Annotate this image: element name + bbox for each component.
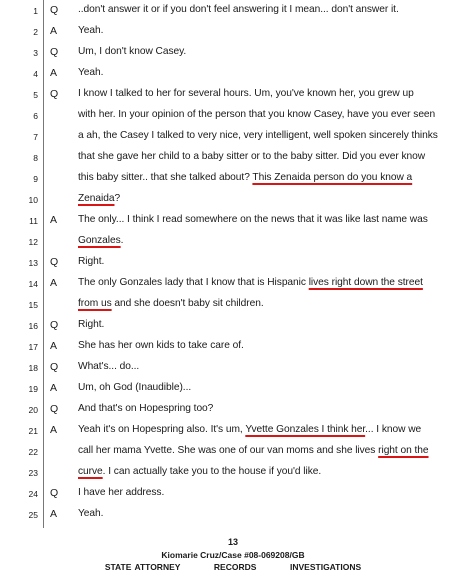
line-number: 22 [28, 447, 38, 457]
line-number: 17 [28, 342, 38, 352]
transcript-line [0, 128, 466, 149]
transcript-line [0, 380, 466, 401]
text-segment: She has her own kids to take care of. [78, 340, 244, 351]
line-number: 11 [29, 216, 38, 226]
text-segment: Yeah it's on Hopespring also. It's um, [78, 424, 246, 435]
line-text [78, 361, 462, 372]
text-segment: with her. In your opinion of the person that you know Casey, have you ever seen [78, 109, 436, 120]
transcript-line [0, 443, 466, 464]
speaker-label: Q [50, 256, 59, 268]
line-number: 8 [33, 153, 38, 163]
line-number: 16 [28, 321, 38, 331]
transcript-line [0, 191, 466, 212]
transcript-line [0, 170, 466, 191]
line-number: 1 [33, 6, 38, 16]
text-segment-after: ? [114, 193, 121, 204]
transcript-line [0, 212, 466, 233]
underlined-segment: Zenaida [78, 193, 115, 204]
transcript-line [0, 86, 466, 107]
transcript-line [0, 485, 466, 506]
transcript-line [0, 233, 466, 254]
line-number: 19 [28, 384, 38, 394]
transcript-line [0, 359, 466, 380]
line-text [78, 235, 462, 246]
line-number: 7 [33, 132, 38, 142]
line-text [78, 298, 462, 309]
line-text [78, 25, 462, 36]
text-segment: The only... I think I read somewhere on the news that it was like last name was [78, 214, 428, 225]
transcript-line [0, 275, 466, 296]
line-text [78, 508, 462, 519]
line-text [78, 466, 462, 477]
line-number: 15 [28, 300, 38, 310]
line-text [78, 403, 462, 414]
page-number: 13 [227, 537, 238, 547]
transcript-line [0, 464, 466, 485]
speaker-label: A [50, 382, 58, 394]
speaker-label: A [50, 277, 58, 289]
underlined-segment: Gonzales [78, 235, 121, 246]
speaker-label: Q [50, 4, 59, 16]
speaker-label: A [50, 25, 58, 37]
transcript-line [0, 65, 466, 86]
text-segment: Right. [78, 319, 105, 330]
text-segment: Yeah. [78, 508, 104, 519]
text-segment: that she gave her child to a baby sitter or to the baby sitter. Did you ever know [78, 151, 426, 162]
underlined-segment: from us [78, 298, 112, 309]
speaker-label: Q [50, 361, 59, 373]
text-segment: Right. [78, 256, 105, 267]
text-segment-after: . I can actually take you to the house if you'd like. [102, 466, 322, 477]
line-number: 23 [28, 468, 38, 478]
text-segment: Um, oh God (Inaudible)... [78, 382, 192, 393]
text-segment: I know I talked to her for several hours. Um, you've known her, you grew up [78, 88, 414, 99]
line-number: 14 [28, 279, 38, 289]
line-number: 24 [28, 489, 38, 499]
line-text [78, 88, 462, 99]
transcript-line [0, 107, 466, 128]
text-segment-after: and she doesn't baby sit children. [111, 298, 264, 309]
transcript-line [0, 338, 466, 359]
transcript-line [0, 317, 466, 338]
line-number: 25 [28, 510, 38, 520]
underlined-segment: This Zenaida person do you know a [252, 172, 413, 183]
line-number: 2 [33, 27, 38, 37]
underlined-segment: curve [78, 466, 103, 477]
transcript-line [0, 2, 466, 23]
text-segment: a ah, the Casey I talked to very nice, very intelligent, well spoken sincerely thinks [78, 130, 438, 141]
line-text [78, 109, 462, 120]
line-number: 6 [33, 111, 38, 121]
line-text [78, 256, 462, 267]
line-number: 10 [28, 195, 38, 205]
text-segment: ..don't answer it or if you don't feel answering it I mean... don't answer it. [78, 4, 399, 15]
line-text [78, 340, 462, 351]
line-number: 13 [28, 258, 38, 268]
text-segment: The only Gonzales lady that I know that is Hispanic [78, 277, 309, 288]
transcript-line [0, 44, 466, 65]
line-number: 3 [33, 48, 38, 58]
transcript-line [0, 254, 466, 275]
text-segment: And that's on Hopespring too? [78, 403, 214, 414]
text-segment: Um, I don't know Casey. [78, 46, 187, 57]
text-segment: What's... do... [78, 361, 140, 372]
transcript-line [0, 401, 466, 422]
underlined-segment: Yvette Gonzales I think her [245, 424, 366, 435]
speaker-label: A [50, 67, 58, 79]
speaker-label: A [50, 424, 58, 436]
speaker-label: Q [50, 46, 59, 58]
line-text [78, 151, 462, 162]
speaker-label: Q [50, 403, 59, 415]
office-line: STATE ATTORNEY RECORDS INVESTIGATIONS [104, 562, 362, 572]
underlined-segment: right on the [378, 445, 429, 456]
line-number: 5 [33, 90, 38, 100]
speaker-label: Q [50, 319, 59, 331]
text-segment: I have her address. [78, 487, 165, 498]
line-text [78, 319, 462, 330]
line-number: 21 [28, 426, 38, 436]
line-text [78, 4, 462, 15]
line-text [78, 487, 462, 498]
line-text [78, 214, 462, 225]
text-segment: Yeah. [78, 25, 104, 36]
transcript-line [0, 296, 466, 317]
line-text [78, 46, 462, 57]
transcript-line [0, 23, 466, 44]
speaker-label: A [50, 340, 58, 352]
line-text [78, 172, 462, 183]
line-number: 4 [33, 69, 38, 79]
text-segment: call her mama Yvette. She was one of our van moms and she lives [78, 445, 379, 456]
line-number: 9 [33, 174, 38, 184]
case-line: Kiomarie Cruz/Case #08-069208/GB [161, 550, 305, 560]
line-text [78, 424, 462, 435]
speaker-label: A [50, 214, 58, 226]
line-text [78, 445, 462, 456]
text-segment: Yeah. [78, 67, 104, 78]
speaker-label: Q [50, 487, 59, 499]
line-number: 18 [28, 363, 38, 373]
line-number: 20 [28, 405, 38, 415]
line-text [78, 193, 462, 204]
line-text [78, 130, 462, 141]
line-text [78, 67, 462, 78]
text-segment: this baby sitter.. that she talked about? [78, 172, 253, 183]
line-number: 12 [28, 237, 38, 247]
underlined-segment: lives right down the street [308, 277, 423, 288]
text-segment-after: . [120, 235, 124, 246]
speaker-label: A [50, 508, 58, 520]
line-text [78, 277, 462, 288]
speaker-label: Q [50, 88, 59, 100]
transcript-line [0, 506, 466, 527]
text-segment-after: ... I know we [365, 424, 422, 435]
transcript-line [0, 422, 466, 443]
transcript-line [0, 149, 466, 170]
line-text [78, 382, 462, 393]
